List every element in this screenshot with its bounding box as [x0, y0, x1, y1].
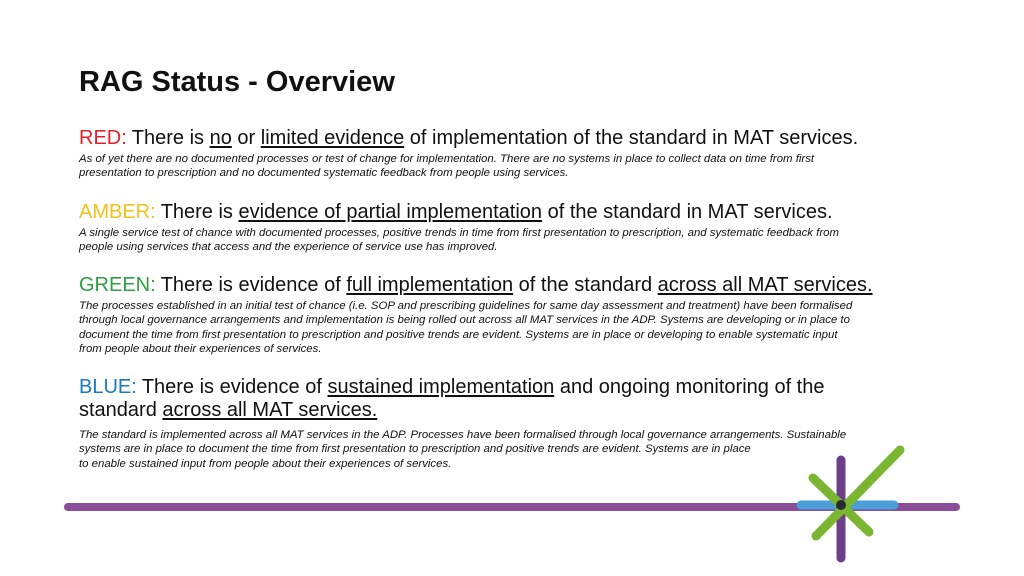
- blue-desc-line: The standard is implemented across all MAT services in the ADP. Processes have been formalised through local governance arrangements. Sustainable: [79, 429, 847, 441]
- green-underline-full: full implementation: [346, 274, 514, 296]
- amber-label: AMBER:: [79, 201, 156, 223]
- green-text-1: There is evidence of: [160, 274, 341, 296]
- green-desc-line: through local governance arrangements and implementation is being rolled out across all MAT services in the ADP. Systems are developing or in place to: [79, 314, 850, 327]
- page-title: RAG Status - Overview: [79, 66, 395, 98]
- amber-description: [79, 226, 959, 255]
- green-label: GREEN:: [79, 274, 156, 296]
- green-section: [79, 274, 959, 357]
- red-desc-line: As of yet there are no documented processes or test of change for implementation. There are no systems in place to collect data on time from first: [79, 153, 815, 165]
- green-underline-across: across all MAT services.: [657, 274, 873, 296]
- amber-headline: [79, 201, 959, 224]
- red-underline-no: no: [209, 127, 232, 149]
- green-desc-line: from people about their experiences of services.: [79, 343, 322, 356]
- blue-headline: [79, 376, 899, 422]
- red-description: [79, 152, 959, 181]
- amber-section: [79, 201, 959, 255]
- logo-center-dot: [836, 500, 846, 510]
- green-desc-line: The processes established in an initial test of chance (i.e. SOP and prescribing guidelines for same day assessment and treatment) have been formalised: [79, 300, 853, 312]
- amber-desc-line: people using services that access and the experience of service use has improved.: [79, 241, 498, 254]
- green-text-2: of the standard: [518, 274, 653, 296]
- red-desc-line: presentation to prescription and no documented systematic feedback from people using services.: [79, 167, 569, 180]
- blue-text-2: and ongoing monitoring of the standard: [79, 376, 825, 421]
- blue-underline-sustained: sustained implementation: [327, 376, 555, 398]
- blue-text-1: There is evidence of: [141, 376, 322, 398]
- green-description: [79, 299, 959, 357]
- amber-text-1: There is: [160, 201, 233, 223]
- red-underline-limited: limited evidence: [260, 127, 405, 149]
- amber-text-2: of the standard in MAT services.: [547, 201, 833, 223]
- red-text-2: or: [237, 127, 256, 149]
- blue-underline-across: across all MAT services.: [162, 399, 378, 421]
- amber-desc-line: A single service test of chance with documented processes, positive trends in time from first presentation to prescription, and systematic feedback from: [79, 227, 839, 239]
- red-section: [79, 127, 959, 181]
- red-headline: [79, 127, 959, 150]
- red-label: RED:: [79, 127, 127, 149]
- red-text-1: There is: [131, 127, 205, 149]
- amber-underline-partial: evidence of partial implementation: [238, 201, 543, 223]
- green-desc-line: document the time from first presentation to prescription and positive trends are evident. Systems are in place or developing to enable systematic input: [79, 328, 838, 341]
- blue-desc-line: systems are in place to document the time from first presentation to prescription and positive trends are evident. Systems are in place: [79, 443, 751, 456]
- blue-desc-line: to enable sustained input from people about their experiences of services.: [79, 457, 452, 470]
- green-headline: [79, 274, 959, 297]
- red-text-3: of implementation of the standard in MAT services.: [409, 127, 859, 149]
- blue-label: BLUE:: [79, 376, 137, 398]
- asterisk-logo-icon: [776, 440, 906, 570]
